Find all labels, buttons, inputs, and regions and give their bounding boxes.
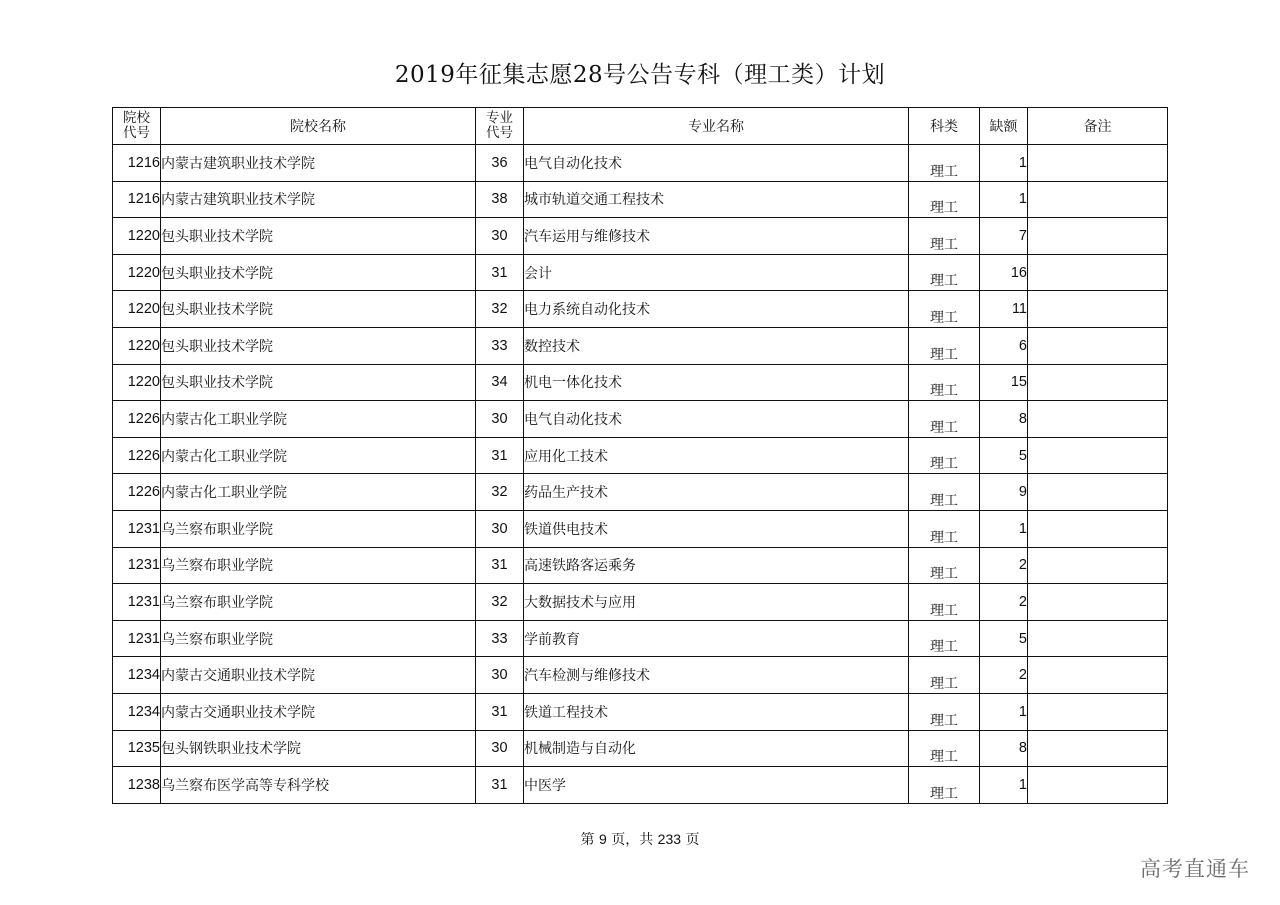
cell-quota: 11: [980, 291, 1028, 328]
cell-school-code: 1226: [113, 437, 161, 474]
cell-major-name: 应用化工技术: [524, 437, 909, 474]
cell-school-code: 1231: [113, 584, 161, 621]
cell-remarks: [1028, 657, 1168, 694]
table-row: [113, 510, 1168, 547]
cell-major-code: 30: [476, 657, 524, 694]
cell-major-code: 31: [476, 254, 524, 291]
header-row: [113, 108, 1168, 145]
table-header: [113, 108, 1168, 145]
cell-category: 理工: [909, 254, 980, 291]
cell-major-code: 31: [476, 437, 524, 474]
cell-school-name: 乌兰察布医学高等专科学校: [161, 767, 476, 804]
cell-school-name: 内蒙古建筑职业技术学院: [161, 181, 476, 218]
cell-major-name: 机电一体化技术: [524, 364, 909, 401]
cell-remarks: [1028, 584, 1168, 621]
cell-remarks: [1028, 474, 1168, 511]
footer-total-pages: 233: [657, 831, 682, 847]
cell-school-name: 内蒙古交通职业技术学院: [161, 693, 476, 730]
page-title: 2019年征集志愿28号公告专科（理工类）计划: [394, 62, 886, 88]
table-row: [113, 181, 1168, 218]
cell-category: 理工: [909, 767, 980, 804]
footer-page-number: 9: [598, 831, 607, 847]
cell-school-name: 包头职业技术学院: [161, 254, 476, 291]
cell-school-name: 内蒙古建筑职业技术学院: [161, 145, 476, 182]
cell-major-code: 36: [476, 145, 524, 182]
cell-school-code: 1220: [113, 254, 161, 291]
table-row: [113, 767, 1168, 804]
table-row: [113, 547, 1168, 584]
cell-remarks: [1028, 218, 1168, 255]
cell-remarks: [1028, 437, 1168, 474]
cell-quota: 5: [980, 620, 1028, 657]
cell-category: 理工: [909, 730, 980, 767]
table-row: [113, 254, 1168, 291]
cell-major-code: 32: [476, 291, 524, 328]
table-row: [113, 145, 1168, 182]
cell-school-name: 包头职业技术学院: [161, 364, 476, 401]
cell-quota: 16: [980, 254, 1028, 291]
cell-major-name: 电气自动化技术: [524, 401, 909, 438]
cell-category: 理工: [909, 620, 980, 657]
table-row: [113, 401, 1168, 438]
cell-quota: 1: [980, 510, 1028, 547]
cell-quota: 8: [980, 730, 1028, 767]
footer-middle: 页，共: [606, 832, 658, 848]
cell-major-name: 汽车检测与维修技术: [524, 657, 909, 694]
table-row: [113, 693, 1168, 730]
cell-school-code: 1220: [113, 364, 161, 401]
cell-school-name: 内蒙古交通职业技术学院: [161, 657, 476, 694]
header-school-code: [113, 108, 161, 145]
header-category: 科类: [909, 108, 980, 145]
cell-remarks: [1028, 693, 1168, 730]
cell-quota: 2: [980, 547, 1028, 584]
cell-school-name: 内蒙古化工职业学院: [161, 474, 476, 511]
cell-major-name: 数控技术: [524, 327, 909, 364]
cell-remarks: [1028, 510, 1168, 547]
cell-major-code: 38: [476, 181, 524, 218]
cell-school-name: 乌兰察布职业学院: [161, 547, 476, 584]
cell-major-code: 31: [476, 767, 524, 804]
cell-major-name: 机械制造与自动化: [524, 730, 909, 767]
cell-category: 理工: [909, 218, 980, 255]
cell-major-code: 30: [476, 218, 524, 255]
cell-category: 理工: [909, 364, 980, 401]
cell-remarks: [1028, 291, 1168, 328]
cell-quota: 2: [980, 584, 1028, 621]
cell-quota: 8: [980, 401, 1028, 438]
cell-quota: 1: [980, 767, 1028, 804]
cell-quota: 6: [980, 327, 1028, 364]
cell-major-name: 会计: [524, 254, 909, 291]
cell-school-code: 1226: [113, 401, 161, 438]
cell-school-code: 1234: [113, 693, 161, 730]
cell-school-name: 乌兰察布职业学院: [161, 510, 476, 547]
cell-major-code: 34: [476, 364, 524, 401]
cell-major-code: 32: [476, 474, 524, 511]
table-row: [113, 364, 1168, 401]
header-major-code-line2: 代号: [486, 125, 513, 141]
cell-category: 理工: [909, 584, 980, 621]
cell-quota: 1: [980, 181, 1028, 218]
cell-quota: 1: [980, 693, 1028, 730]
table-row: [113, 218, 1168, 255]
cell-category: 理工: [909, 657, 980, 694]
cell-remarks: [1028, 181, 1168, 218]
cell-remarks: [1028, 730, 1168, 767]
header-quota: 缺额: [980, 108, 1028, 145]
cell-remarks: [1028, 767, 1168, 804]
cell-school-code: 1216: [113, 181, 161, 218]
cell-major-name: 中医学: [524, 767, 909, 804]
cell-school-name: 内蒙古化工职业学院: [161, 401, 476, 438]
cell-category: 理工: [909, 693, 980, 730]
cell-major-code: 32: [476, 584, 524, 621]
cell-major-code: 31: [476, 693, 524, 730]
cell-remarks: [1028, 327, 1168, 364]
cell-school-code: 1220: [113, 218, 161, 255]
cell-major-name: 电气自动化技术: [524, 145, 909, 182]
table-row: [113, 584, 1168, 621]
cell-category: 理工: [909, 510, 980, 547]
cell-school-code: 1234: [113, 657, 161, 694]
cell-major-name: 铁道供电技术: [524, 510, 909, 547]
cell-school-name: 内蒙古化工职业学院: [161, 437, 476, 474]
cell-quota: 9: [980, 474, 1028, 511]
table-row: [113, 620, 1168, 657]
table-row: [113, 437, 1168, 474]
cell-major-code: 30: [476, 730, 524, 767]
header-major-code: [476, 108, 524, 145]
cell-major-name: 汽车运用与维修技术: [524, 218, 909, 255]
cell-remarks: [1028, 547, 1168, 584]
cell-category: 理工: [909, 327, 980, 364]
header-school-name: 院校名称: [161, 108, 476, 145]
cell-school-code: 1231: [113, 620, 161, 657]
cell-remarks: [1028, 364, 1168, 401]
cell-major-name: 铁道工程技术: [524, 693, 909, 730]
cell-major-code: 30: [476, 401, 524, 438]
header-school-code-line2: 代号: [123, 125, 150, 141]
table-row: [113, 474, 1168, 511]
cell-major-code: 30: [476, 510, 524, 547]
cell-major-name: 药品生产技术: [524, 474, 909, 511]
cell-school-code: 1220: [113, 291, 161, 328]
cell-major-code: 31: [476, 547, 524, 584]
table-row: [113, 657, 1168, 694]
cell-quota: 1: [980, 145, 1028, 182]
cell-major-name: 城市轨道交通工程技术: [524, 181, 909, 218]
cell-category: 理工: [909, 181, 980, 218]
header-remarks: 备注: [1028, 108, 1168, 145]
cell-remarks: [1028, 145, 1168, 182]
cell-major-name: 大数据技术与应用: [524, 584, 909, 621]
page-footer: [0, 829, 1280, 849]
cell-school-code: 1220: [113, 327, 161, 364]
cell-quota: 2: [980, 657, 1028, 694]
cell-school-code: 1231: [113, 510, 161, 547]
enrollment-plan-table: [112, 107, 1168, 804]
cell-school-name: 乌兰察布职业学院: [161, 584, 476, 621]
cell-remarks: [1028, 620, 1168, 657]
header-school-code-line1: 院校: [123, 110, 150, 126]
cell-quota: 15: [980, 364, 1028, 401]
cell-category: 理工: [909, 474, 980, 511]
cell-major-name: 学前教育: [524, 620, 909, 657]
cell-quota: 5: [980, 437, 1028, 474]
cell-category: 理工: [909, 145, 980, 182]
cell-school-name: 乌兰察布职业学院: [161, 620, 476, 657]
cell-school-name: 包头钢铁职业技术学院: [161, 730, 476, 767]
cell-quota: 7: [980, 218, 1028, 255]
cell-school-code: 1226: [113, 474, 161, 511]
cell-category: 理工: [909, 401, 980, 438]
cell-category: 理工: [909, 291, 980, 328]
cell-school-code: 1235: [113, 730, 161, 767]
footer-prefix: 第: [580, 832, 599, 848]
cell-category: 理工: [909, 437, 980, 474]
table-row: [113, 291, 1168, 328]
table-row: [113, 327, 1168, 364]
cell-school-name: 包头职业技术学院: [161, 291, 476, 328]
cell-major-name: 高速铁路客运乘务: [524, 547, 909, 584]
header-major-code-line1: 专业: [486, 110, 513, 126]
cell-school-name: 包头职业技术学院: [161, 218, 476, 255]
cell-school-code: 1238: [113, 767, 161, 804]
cell-school-code: 1231: [113, 547, 161, 584]
header-major-name: 专业名称: [524, 108, 909, 145]
footer-suffix: 页: [681, 832, 700, 848]
cell-school-code: 1216: [113, 145, 161, 182]
cell-school-name: 包头职业技术学院: [161, 327, 476, 364]
table-body: [113, 145, 1168, 804]
cell-major-code: 33: [476, 327, 524, 364]
cell-remarks: [1028, 401, 1168, 438]
watermark-text: 高考直通车: [1140, 857, 1250, 881]
cell-category: 理工: [909, 547, 980, 584]
cell-major-code: 33: [476, 620, 524, 657]
table-row: [113, 730, 1168, 767]
cell-remarks: [1028, 254, 1168, 291]
cell-major-name: 电力系统自动化技术: [524, 291, 909, 328]
